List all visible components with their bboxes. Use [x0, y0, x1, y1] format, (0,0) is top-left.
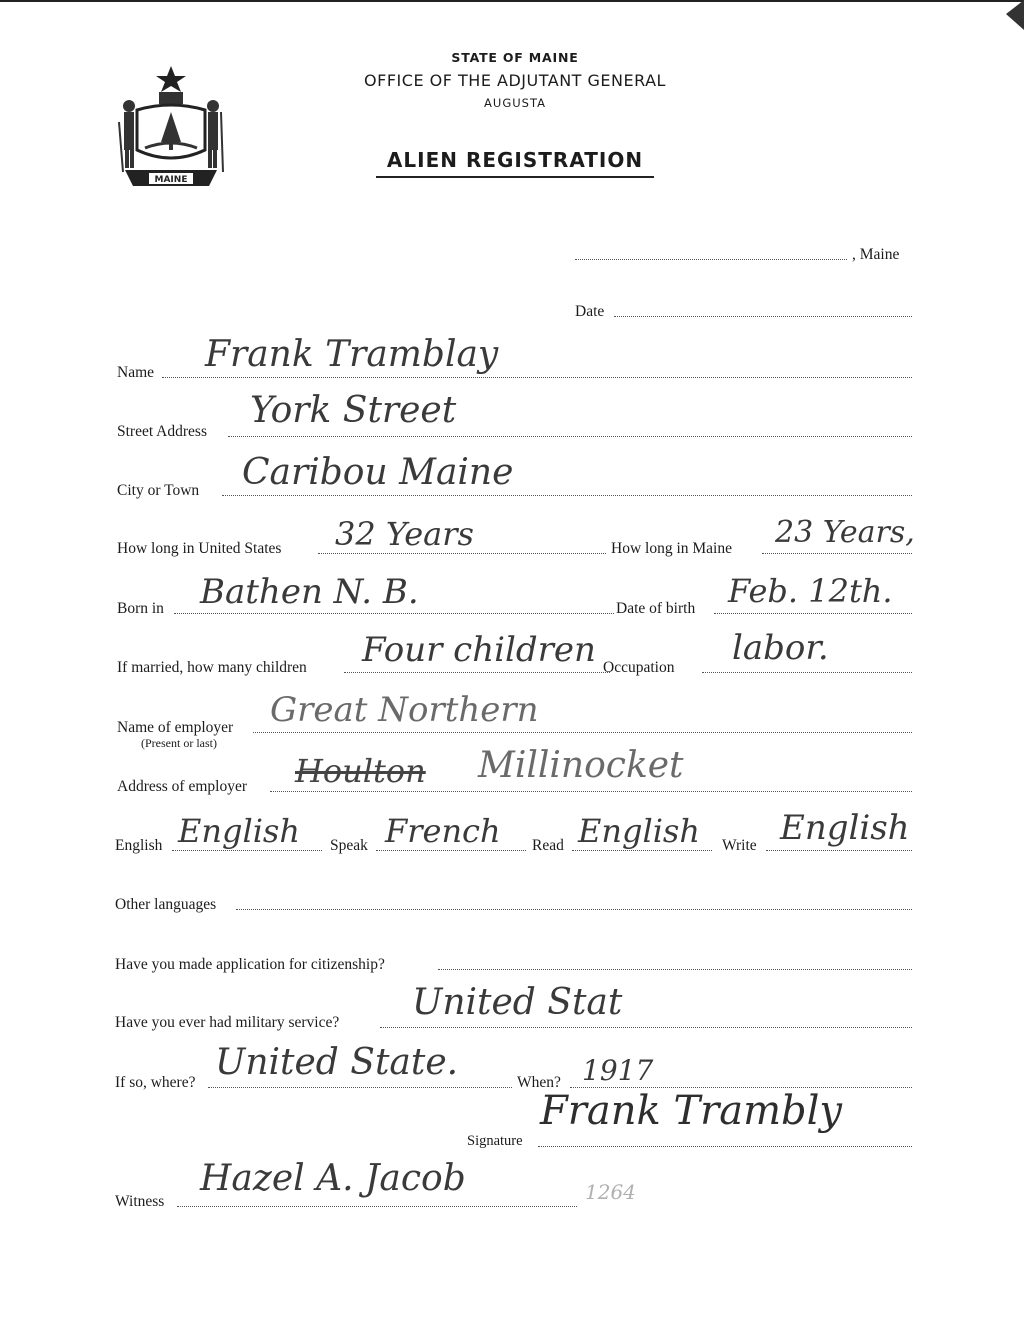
- other-languages-line: [236, 909, 912, 910]
- date-line: [614, 316, 912, 317]
- witness-label: Witness: [115, 1193, 165, 1210]
- street-address-label: Street Address: [117, 423, 207, 440]
- born-in-line: [174, 613, 614, 614]
- born-in-label: Born in: [117, 600, 164, 617]
- speak-label: Speak: [330, 837, 368, 854]
- military-value: United Stat: [412, 982, 623, 1023]
- born-in-value: Bathen N. B.: [200, 572, 419, 612]
- employer-value: Great Northern: [270, 690, 539, 730]
- speak-value: French: [385, 812, 501, 850]
- scan-corner-mark: [994, 0, 1024, 30]
- witness-value: Hazel A. Jacob: [200, 1158, 466, 1199]
- name-value: Frank Tramblay: [205, 334, 499, 375]
- write-line: [766, 850, 912, 851]
- occupation-value: labor.: [732, 628, 829, 668]
- date-of-birth-label: Date of birth: [616, 600, 696, 617]
- if-so-where-label: If so, where?: [115, 1074, 196, 1091]
- state-of-maine-seal: [115, 62, 227, 190]
- english-line: [172, 850, 322, 851]
- office-heading: OFFICE OF THE ADJUTANT GENERAL: [364, 71, 666, 90]
- if-so-where-line: [208, 1087, 512, 1088]
- employer-label: Name of employer: [117, 719, 234, 736]
- children-line: [344, 672, 610, 673]
- occupation-label: Occupation: [603, 659, 675, 676]
- scan-top-edge: [0, 0, 1024, 2]
- read-value: English: [578, 812, 700, 850]
- employer-address-value: Millinocket: [478, 745, 684, 786]
- write-value: English: [780, 808, 910, 848]
- if-so-where-value: United State.: [215, 1042, 459, 1083]
- form-title: ALIEN REGISTRATION: [376, 148, 654, 178]
- witness-line: [177, 1206, 577, 1207]
- how-long-maine-label: How long in Maine: [611, 540, 732, 557]
- citizenship-line: [438, 969, 912, 970]
- other-languages-label: Other languages: [115, 896, 217, 913]
- military-label: Have you ever had military service?: [115, 1014, 340, 1031]
- how-long-us-value: 32 Years: [335, 515, 474, 553]
- speak-line: [376, 850, 526, 851]
- how-long-maine-line: [762, 553, 912, 554]
- occupation-line: [702, 672, 912, 673]
- employer-address-label: Address of employer: [117, 778, 247, 795]
- military-line: [380, 1027, 912, 1028]
- date-of-birth-value: Feb. 12th.: [728, 572, 893, 610]
- read-label: Read: [532, 837, 564, 854]
- signature-value: Frank Trambly: [540, 1088, 843, 1134]
- english-label: English: [115, 837, 163, 854]
- write-label: Write: [722, 837, 757, 854]
- street-address-line: [228, 436, 912, 437]
- maine-suffix-label: , Maine: [852, 246, 900, 263]
- city-or-town-label: City or Town: [117, 482, 200, 499]
- employer-line: [253, 732, 912, 733]
- svg-text:MAINE: MAINE: [154, 175, 188, 185]
- state-heading: STATE OF MAINE: [451, 50, 579, 65]
- city-or-town-line: [222, 495, 912, 496]
- employer-address-line: [270, 791, 912, 792]
- when-value: 1917: [582, 1054, 654, 1087]
- city-heading: AUGUSTA: [484, 96, 546, 110]
- children-value: Four children: [362, 630, 596, 670]
- street-address-value: York Street: [250, 390, 457, 431]
- employer-note: (Present or last): [141, 736, 217, 750]
- date-of-birth-line: [714, 613, 912, 614]
- read-line: [572, 850, 712, 851]
- city-or-town-value: Caribou Maine: [242, 452, 514, 493]
- how-long-maine-value: 23 Years,: [775, 515, 915, 550]
- english-value: English: [178, 812, 300, 850]
- how-long-us-label: How long in United States: [117, 540, 282, 557]
- children-label: If married, how many children: [117, 659, 307, 676]
- name-line: [162, 377, 912, 378]
- town-line: [575, 259, 847, 260]
- employer-address-struck-value: Houlton: [295, 752, 426, 790]
- date-label: Date: [575, 303, 605, 320]
- citizenship-label: Have you made application for citizenship?: [115, 956, 385, 973]
- when-label: When?: [517, 1074, 561, 1091]
- name-label: Name: [117, 364, 155, 381]
- form-header: [300, 50, 730, 110]
- how-long-us-line: [318, 553, 606, 554]
- signature-line: [538, 1146, 912, 1147]
- witness-stamp: 1264: [585, 1180, 636, 1204]
- signature-label: Signature: [467, 1133, 523, 1149]
